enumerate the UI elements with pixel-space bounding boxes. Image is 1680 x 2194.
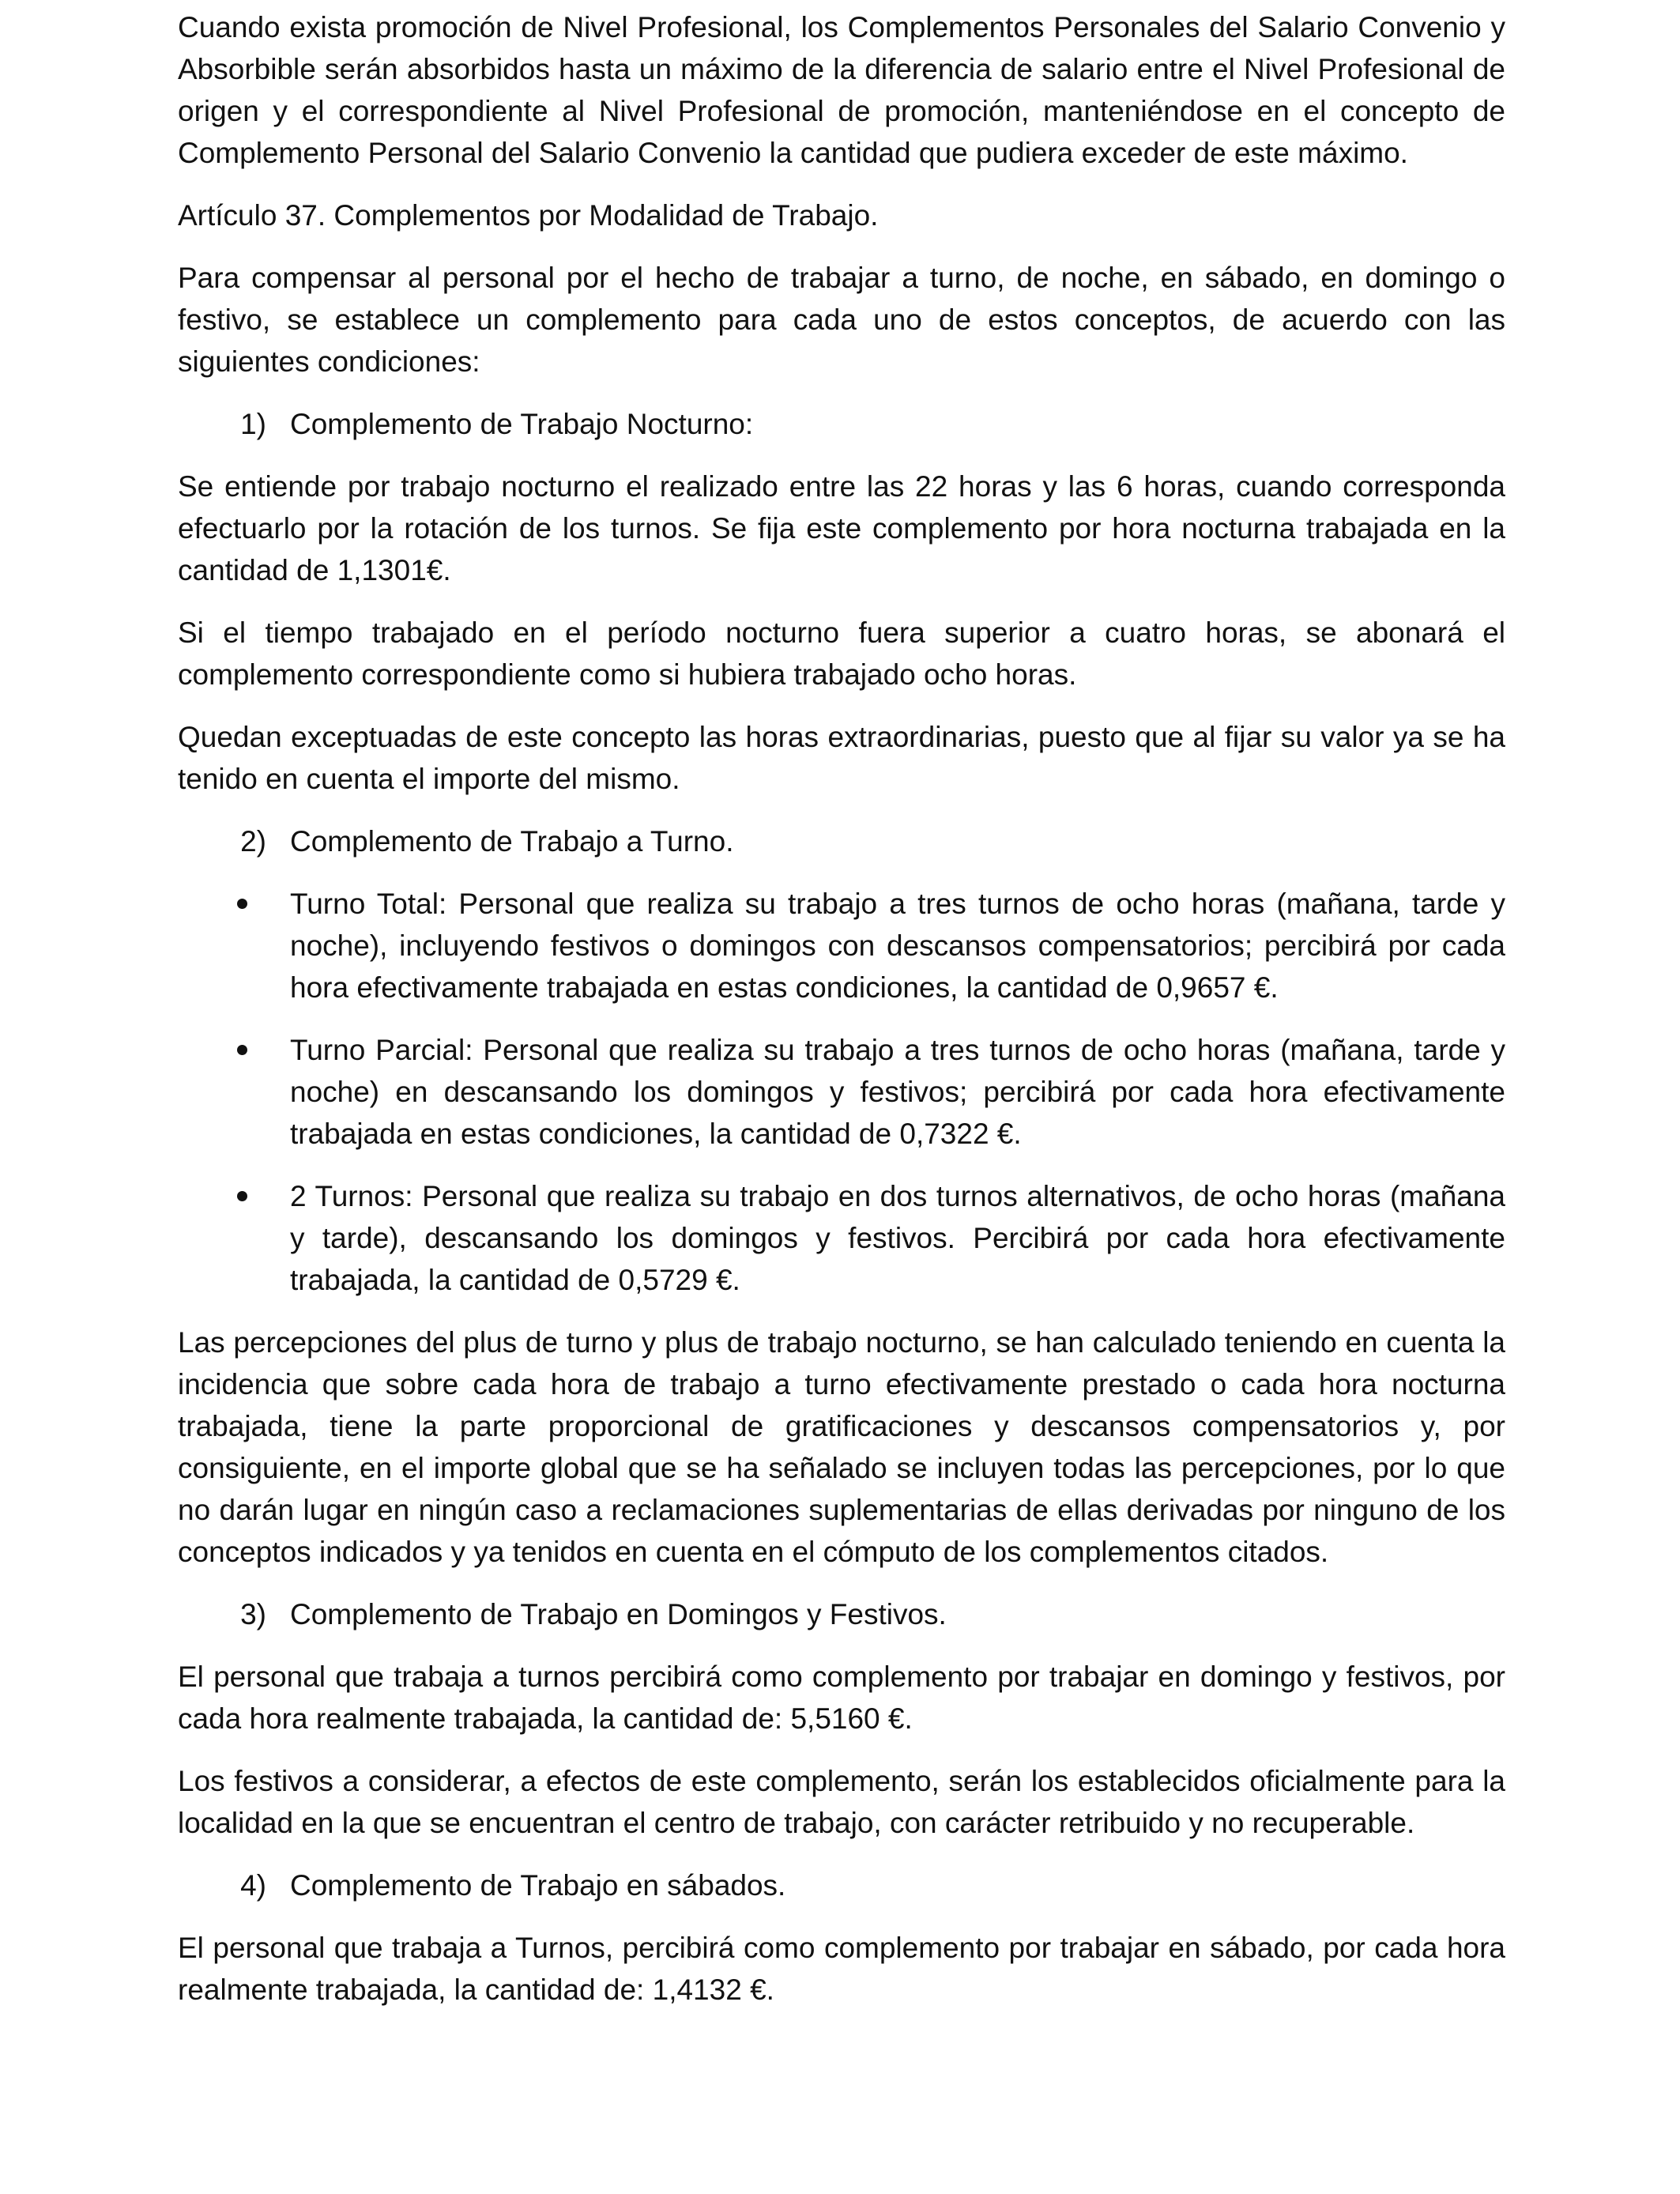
item-number: 4) <box>240 1869 266 1902</box>
bullet-icon <box>178 1175 290 1301</box>
bullet-icon <box>178 1029 290 1155</box>
document-page <box>178 6 1505 2031</box>
bullet-text: 2 Turnos: Personal que realiza su trabajo en dos turnos alternativos, de ocho horas (mañana y tarde), descansando los domingos y festivos. Percibirá por cada hora efectivamente trabajada, la cantidad de 0,5729 €. <box>290 1180 1505 1296</box>
paragraph-sabados-cantidad: El personal que trabaja a Turnos, percibirá como complemento por trabajar en sábado, por cada hora realmente trabajada, la cantidad de: 1,4132 €. <box>178 1932 1505 2006</box>
paragraph-excepciones: Quedan exceptuadas de este concepto las horas extraordinarias, puesto que al fijar su valor ya se ha tenido en cuenta el importe del mismo. <box>178 721 1505 795</box>
paragraph-domingos-cantidad: El personal que trabaja a turnos percibirá como complemento por trabajar en domingo y festivos, por cada hora realmente trabajada, la cantidad de: 5,5160 €. <box>178 1661 1505 1735</box>
paragraph-promocion: Cuando exista promoción de Nivel Profesional, los Complementos Personales del Salario Convenio y Absorbible serán absorbidos hasta un máximo de la diferencia de salario entre el Nivel Profesional de origen y el correspondiente al Nivel Profesional de promoción, manteniéndose en el concepto de Complemento Personal del Salario Convenio la cantidad que pudiera exceder de este máximo. <box>178 11 1505 169</box>
paragraph-festivos: Los festivos a considerar, a efectos de este complemento, serán los establecidos oficialmente para la localidad en la que se encuentran el centro de trabajo, con carácter retribuido y no recuperable. <box>178 1765 1505 1839</box>
paragraph-nocturno-cuatro-horas: Si el tiempo trabajado en el período nocturno fuera superior a cuatro horas, se abonará el complemento correspondiente como si hubiera trabajado ocho horas. <box>178 616 1505 691</box>
bullet-item-turno-total <box>178 883 1505 1008</box>
paragraph-intro: Para compensar al personal por el hecho de trabajar a turno, de noche, en sábado, en domingo o festivo, se establece un complemento para cada uno de estos conceptos, de acuerdo con las siguientes condiciones: <box>178 262 1505 378</box>
item-number: 1) <box>240 408 266 440</box>
numbered-item-sabados <box>178 1864 1505 1906</box>
bullet-text: Turno Parcial: Personal que realiza su trabajo a tres turnos de ocho horas (mañana, tarde y noche) en descansando los domingos y festivos; percibirá por cada hora efectivamente trabajada en estas condiciones, la cantidad de 0,7322 €. <box>290 1034 1505 1150</box>
bullet-icon <box>178 883 290 1008</box>
item-number: 2) <box>240 825 266 858</box>
bullet-item-dos-turnos <box>178 1175 1505 1301</box>
item-title: Complemento de Trabajo en Domingos y Festivos. <box>290 1598 947 1630</box>
paragraph-percepciones: Las percepciones del plus de turno y plus de trabajo nocturno, se han calculado teniendo en cuenta la incidencia que sobre cada hora de trabajo a turno efectivamente prestado o cada hora nocturna trabajada, tiene la parte proporcional de gratificaciones y descansos compensatorios y, por consiguiente, en el importe global que se ha señalado se incluyen todas las percepciones, por lo que no darán lugar en ningún caso a reclamaciones suplementarias de ellas derivadas por ninguno de los conceptos indicados y ya tenidos en cuenta en el cómputo de los complementos citados. <box>178 1326 1505 1568</box>
item-title: Complemento de Trabajo en sábados. <box>290 1869 786 1902</box>
numbered-item-turno <box>178 820 1505 862</box>
item-title: Complemento de Trabajo a Turno. <box>290 825 734 858</box>
bullet-text: Turno Total: Personal que realiza su trabajo a tres turnos de ocho horas (mañana, tarde y noche), incluyendo festivos o domingos con descansos compensatorios; percibirá por cada hora efectivamente trabajada en estas condiciones, la cantidad de 0,9657 €. <box>290 888 1505 1004</box>
item-number: 3) <box>240 1598 266 1630</box>
article-heading: Artículo 37. Complementos por Modalidad de Trabajo. <box>178 199 879 232</box>
item-title: Complemento de Trabajo Nocturno: <box>290 408 754 440</box>
paragraph-nocturno-def: Se entiende por trabajo nocturno el realizado entre las 22 horas y las 6 horas, cuando corresponda efectuarlo por la rotación de los turnos. Se fija este complemento por hora nocturna trabajada en la cantidad de 1,1301€. <box>178 470 1505 586</box>
numbered-item-domingos <box>178 1593 1505 1635</box>
numbered-item-nocturno <box>178 403 1505 445</box>
bullet-item-turno-parcial <box>178 1029 1505 1155</box>
